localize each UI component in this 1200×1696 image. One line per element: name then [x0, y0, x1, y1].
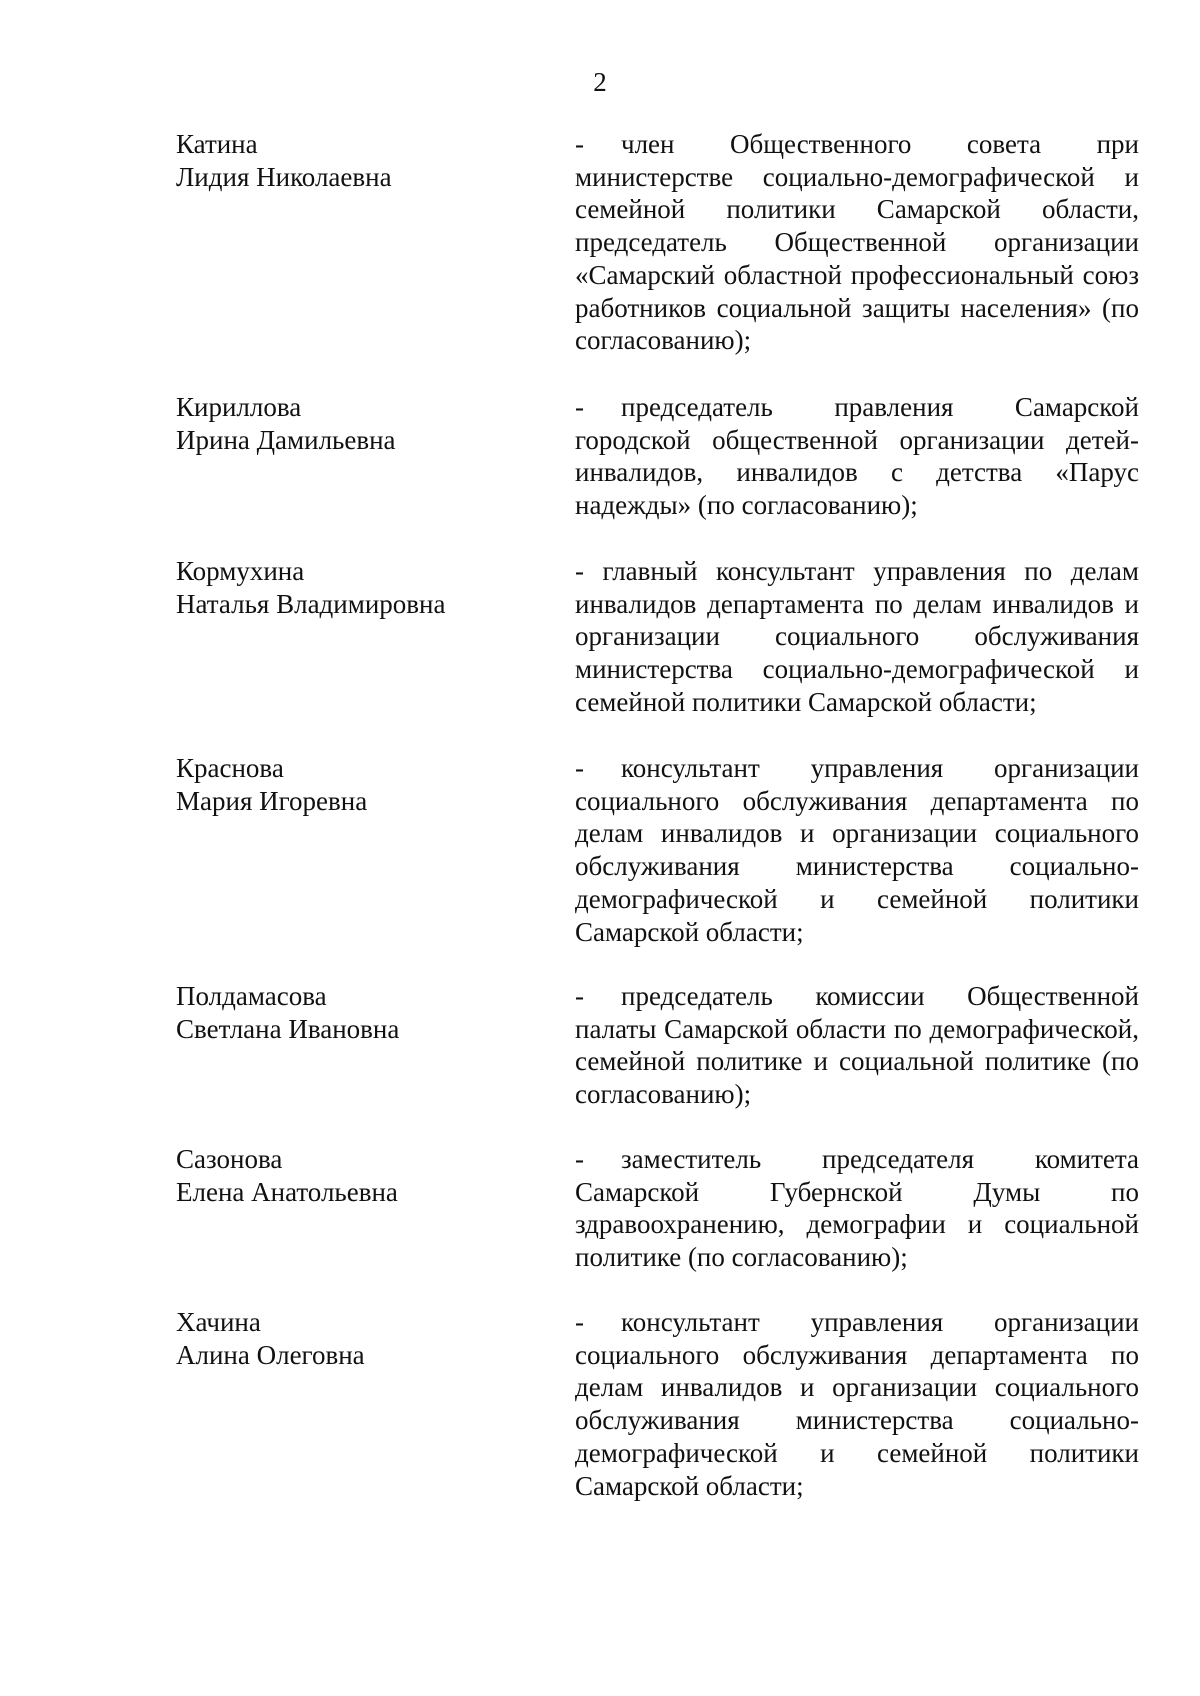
member-description-text: главный консультант управления по делам инвалидов департамента по делам инвалидов и организации социального обслуживания министерства социально-демографической и семейной политики Самарской области;	[575, 556, 1139, 717]
member-surname: Полдамасова	[176, 981, 327, 1011]
member-description-text: консультант управления организации социального обслуживания департамента по делам инвалидов и организации социального обслуживания министерства социально-демографической и семейной политики Самарской области;	[575, 1307, 1139, 1501]
member-given-names: Светлана Ивановна	[176, 1013, 400, 1044]
member-description	[575, 555, 1139, 719]
member-name	[176, 555, 556, 620]
member-surname: Кириллова	[176, 392, 302, 422]
member-description	[575, 1306, 1139, 1502]
member-description	[575, 980, 1139, 1111]
member-description	[575, 1143, 1139, 1274]
member-given-names: Лидия Николаевна	[176, 161, 392, 192]
member-name	[176, 1306, 556, 1371]
member-description-text: заместитель председателя комитета Самарской Губернской Думы по здравоохранению, демографии и социальной политике (по согласованию);	[575, 1144, 1139, 1273]
member-description-text: член Общественного совета при министерстве социально-демографической и семейной политики Самарской области, председатель Общественной организации «Самарский областной профессиональный союз работников социальной защиты населения» (по согласованию);	[575, 129, 1139, 356]
list-dash: -	[575, 1144, 584, 1174]
list-dash: -	[575, 392, 584, 422]
member-description-text: консультант управления организации социального обслуживания департамента по делам инвалидов и организации социального обслуживания министерства социально-демографической и семейной политики Самарской области;	[575, 753, 1139, 947]
member-name	[176, 980, 556, 1045]
member-given-names: Алина Олеговна	[176, 1339, 365, 1370]
member-surname: Краснова	[176, 753, 284, 783]
page-number: 2	[593, 67, 607, 97]
member-description-text: председатель правления Самарской городской общественной организации детей-инвалидов, инвалидов с детства «Парус надежды» (по согласованию);	[575, 392, 1139, 521]
member-given-names: Елена Анатольевна	[176, 1176, 398, 1207]
member-description	[575, 128, 1139, 357]
member-name	[176, 1143, 556, 1208]
member-description-text: председатель комиссии Общественной палаты Самарской области по демографической, семейной политике и социальной политике (по согласованию);	[575, 981, 1139, 1110]
member-given-names: Ирина Дамильевна	[176, 424, 396, 455]
member-surname: Хачина	[176, 1307, 261, 1337]
member-name	[176, 391, 556, 456]
member-description	[575, 752, 1139, 948]
member-given-names: Наталья Владимировна	[176, 588, 446, 619]
list-dash: -	[575, 753, 584, 783]
member-description	[575, 391, 1139, 522]
list-dash: -	[575, 556, 584, 586]
member-name	[176, 128, 556, 193]
list-dash: -	[575, 129, 584, 159]
member-surname: Сазонова	[176, 1144, 283, 1174]
list-dash: -	[575, 981, 584, 1011]
member-surname: Катина	[176, 129, 258, 159]
member-given-names: Мария Игоревна	[176, 785, 368, 816]
member-name	[176, 752, 556, 817]
list-dash: -	[575, 1307, 584, 1337]
member-surname: Кормухина	[176, 556, 305, 586]
